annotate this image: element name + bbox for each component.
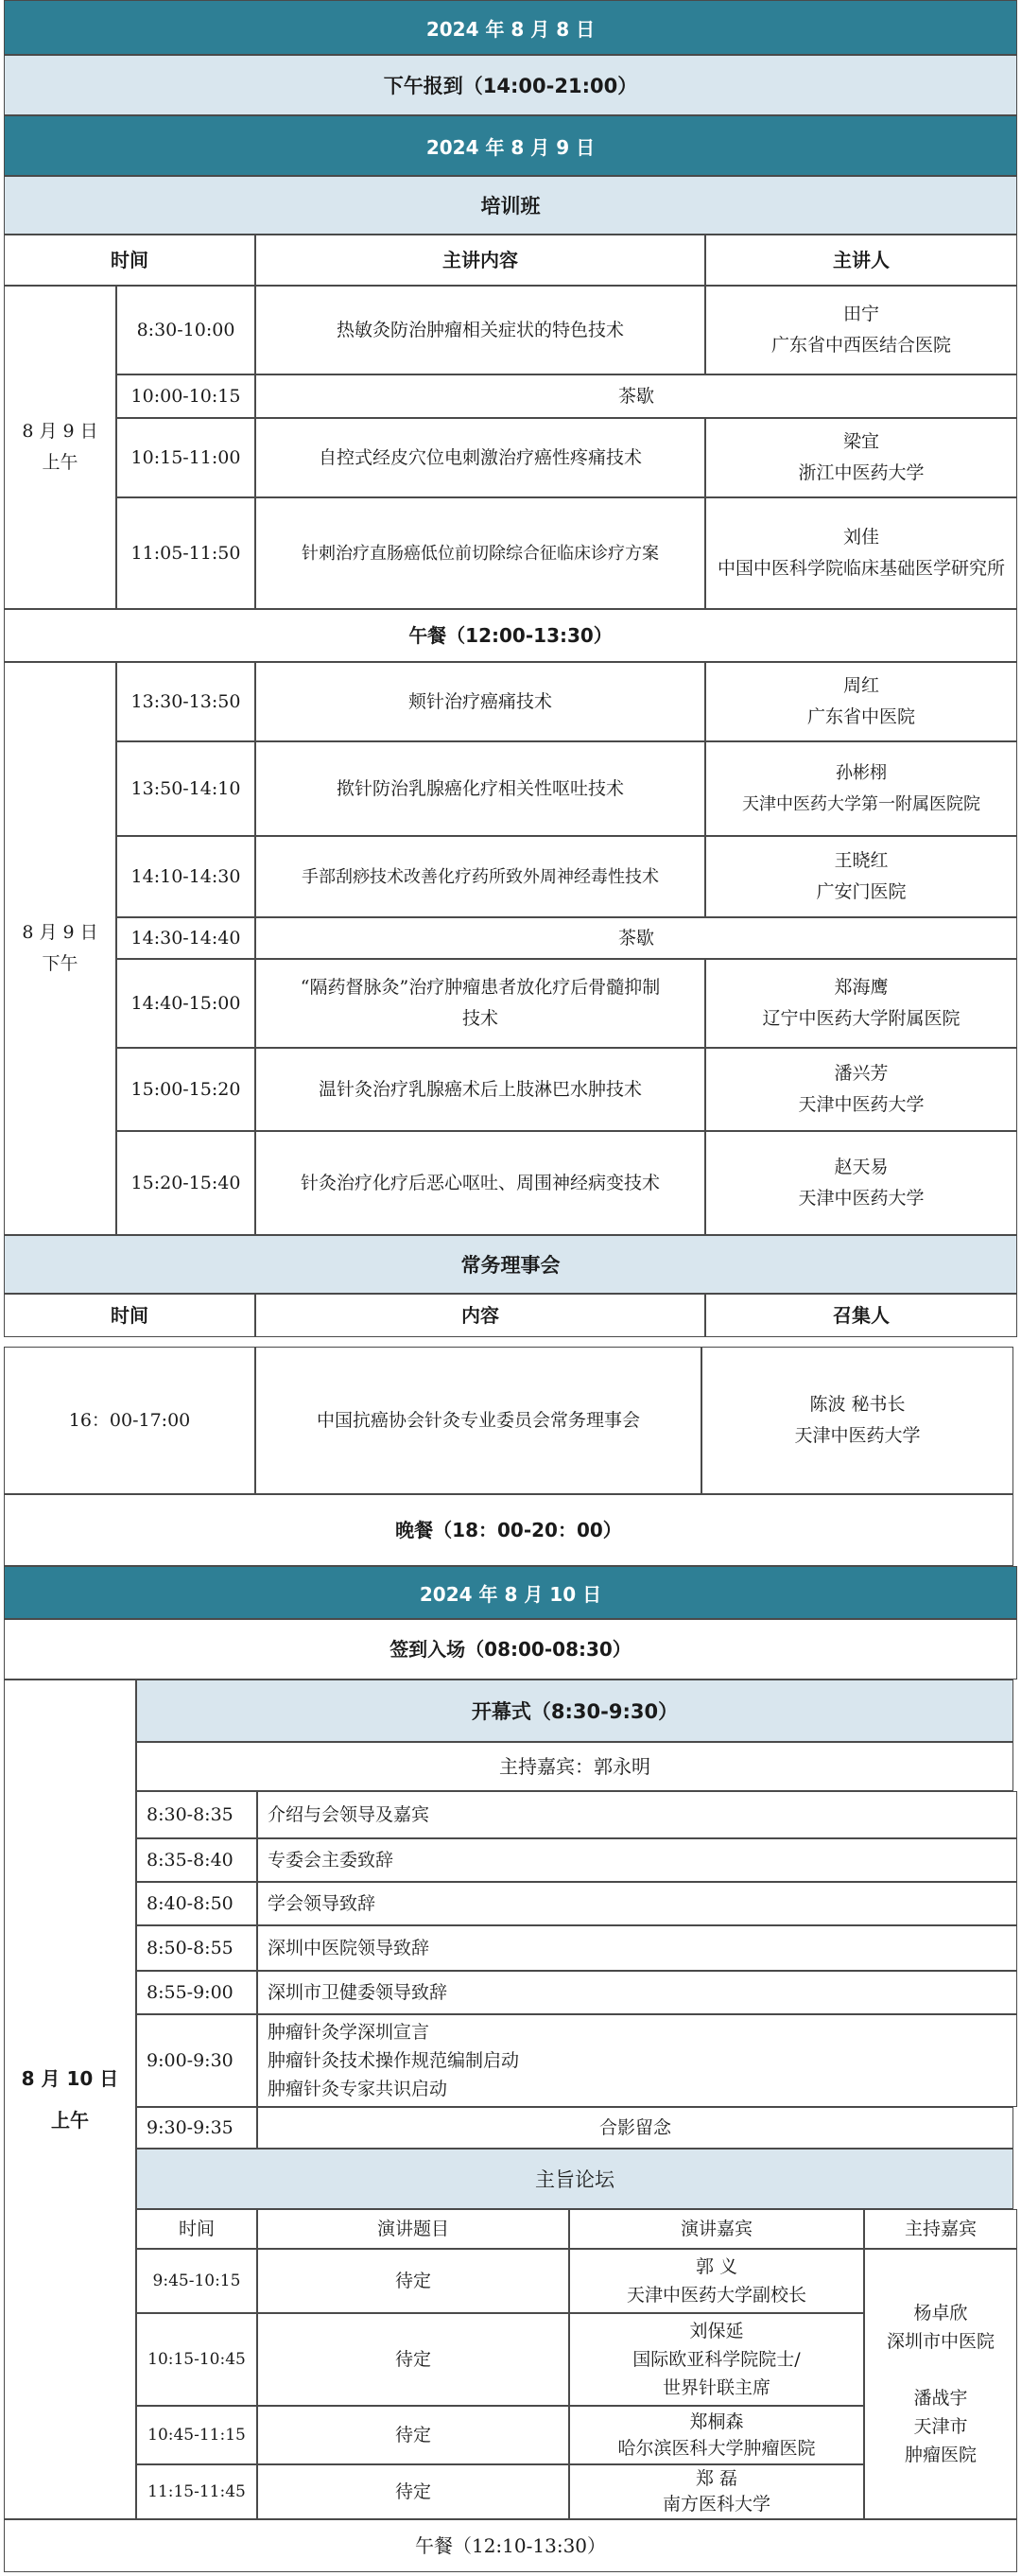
agenda-item: 学会领导致辞 [257,1882,1017,1925]
speaker-cell: 刘佳 中国中医科学院临床基础医学研究所 [705,497,1017,609]
date-banner-aug10 [4,1566,1017,1619]
speaker-cell: 郑桐森 哈尔滨医科大学肿瘤医院 [569,2406,864,2464]
forum-header-host: 主持嘉宾 [864,2209,1017,2249]
topic-cell: 针灸治疗化疗后恶心呕吐、周围神经病变技术 [255,1131,705,1235]
session-label-morning: 8 月 9 日 上午 [4,286,116,609]
time-cell: 13:50-14:10 [116,741,255,836]
time-cell: 11:15-11:45 [136,2464,257,2519]
speaker-cell: 郭 义 天津中医药大学副校长 [569,2249,864,2313]
lunch-row-aug9: 午餐（12:00-13:30） [4,609,1017,662]
section-title-council [4,1235,1017,1294]
section-title: 培训班 [480,195,541,218]
topic-cell: 手部刮痧技术改善化疗药所致外周神经毒性技术 [255,836,705,917]
agenda-item: 专委会主委致辞 [257,1838,1017,1882]
topic-cell: 待定 [257,2406,569,2464]
break-cell: 茶歇 [255,374,1017,418]
time-cell: 8:35-8:40 [136,1838,257,1882]
topic-cell: 待定 [257,2313,569,2406]
topic-cell: 颊针治疗癌痛技术 [255,662,705,741]
topic-cell: 待定 [257,2249,569,2313]
time-cell: 8:30-10:00 [116,286,255,374]
council-header-content: 内容 [255,1294,705,1337]
lunch-row-aug10: 午餐（12:10-13:30） [4,2519,1017,2572]
topic-cell: “隔药督脉灸”治疗肿瘤患者放化疗后骨髓抑制 技术 [255,959,705,1048]
section-title: 开幕式（8:30-9:30） [471,1700,679,1723]
time-cell: 9:45-10:15 [136,2249,257,2313]
time-cell: 10:15-11:00 [116,418,255,497]
time-cell: 8:40-8:50 [136,1882,257,1925]
speaker-cell: 刘保延 国际欧亚科学院院士/ 世界针联主席 [569,2313,864,2406]
speaker-cell: 王晓红 广安门医院 [705,836,1017,917]
topic-cell: 自控式经皮穴位电刺激治疗癌性疼痛技术 [255,418,705,497]
forum-header-topic: 演讲题目 [257,2209,569,2249]
topic-cell: 热敏灸防治肿瘤相关症状的特色技术 [255,286,705,374]
section-title-opening [136,1680,1013,1742]
time-cell: 9:30-9:35 [136,2107,257,2149]
header-speaker: 主讲人 [705,235,1017,286]
time-cell: 9:00-9:30 [136,2014,257,2107]
speaker-cell: 周红 广东省中医院 [705,662,1017,741]
council-convener: 陈波 秘书长 天津中医药大学 [701,1347,1013,1494]
session-label-afternoon: 8 月 9 日 下午 [4,662,116,1235]
section-title-training [4,176,1017,235]
topic-cell: 待定 [257,2464,569,2519]
speaker-cell: 郑海鹰 辽宁中医药大学附属医院 [705,959,1017,1048]
topic-cell: 揿针防治乳腺癌化疗相关性呕吐技术 [255,741,705,836]
topic-cell: 针刺治疗直肠癌低位前切除综合征临床诊疗方案 [255,497,705,609]
date-text: 2024 年 8 月 10 日 [419,1582,602,1606]
date-banner-aug9 [4,115,1017,176]
section-title-forum [136,2149,1013,2209]
forum-header-speaker: 演讲嘉宾 [569,2209,864,2249]
session-label-aug10: 8 月 10 日 上午 [4,1680,136,2519]
speaker-cell: 田宁 广东省中西医结合医院 [705,286,1017,374]
council-content: 中国抗癌协会针灸专业委员会常务理事会 [255,1347,701,1494]
agenda-item: 介绍与会领导及嘉宾 [257,1791,1017,1838]
section-title: 常务理事会 [460,1254,561,1277]
time-cell: 8:50-8:55 [136,1925,257,1971]
time-cell: 15:20-15:40 [116,1131,255,1235]
header-topic: 主讲内容 [255,235,705,286]
checkin-text: 下午报到（14:00-21:00） [383,75,638,97]
section-title: 主旨论坛 [535,2168,614,2191]
council-header-time: 时间 [4,1294,255,1337]
time-cell: 8:55-9:00 [136,1971,257,2014]
topic-cell: 温针灸治疗乳腺癌术后上肢淋巴水肿技术 [255,1048,705,1131]
speaker-cell: 梁宜 浙江中医药大学 [705,418,1017,497]
time-cell: 10:00-10:15 [116,374,255,418]
time-cell: 10:15-10:45 [136,2313,257,2406]
agenda-item: 合影留念 [257,2107,1013,2149]
time-cell: 8:30-8:35 [136,1791,257,1838]
break-cell: 茶歇 [255,917,1017,959]
time-cell: 14:30-14:40 [116,917,255,959]
time-cell: 11:05-11:50 [116,497,255,609]
dinner-row-aug9: 晚餐（18：00-20：00） [4,1494,1013,1566]
time-cell: 15:00-15:20 [116,1048,255,1131]
date-text: 2024 年 8 月 8 日 [425,17,596,41]
council-header-convener: 召集人 [705,1294,1017,1337]
time-cell: 14:40-15:00 [116,959,255,1048]
time-cell: 13:30-13:50 [116,662,255,741]
forum-header-time: 时间 [136,2209,257,2249]
date-text: 2024 年 8 月 9 日 [425,135,596,159]
agenda-item: 深圳市卫健委领导致辞 [257,1971,1017,2014]
agenda-item: 肿瘤针灸学深圳宣言 肿瘤针灸技术操作规范编制启动 肿瘤针灸专家共识启动 [257,2014,1017,2107]
time-cell: 14:10-14:30 [116,836,255,917]
date-banner-aug8 [4,0,1017,55]
speaker-cell: 郑 磊 南方医科大学 [569,2464,864,2519]
speaker-cell: 赵天易 天津中医药大学 [705,1131,1017,1235]
forum-hosts: 杨卓欣 深圳市中医院 潘战宇 天津市 肿瘤医院 [864,2249,1017,2519]
header-time: 时间 [4,235,255,286]
agenda-item: 深圳中医院领导致辞 [257,1925,1017,1971]
speaker-cell: 潘兴芳 天津中医药大学 [705,1048,1017,1131]
checkin-row-aug10: 签到入场（08:00-08:30） [4,1619,1017,1680]
council-time: 16：00-17:00 [4,1347,255,1494]
checkin-row-aug8 [4,55,1017,115]
speaker-cell: 孙彬栩 天津中医药大学第一附属医院院 [705,741,1017,836]
time-cell: 10:45-11:15 [136,2406,257,2464]
opening-host: 主持嘉宾：郭永明 [136,1742,1013,1791]
